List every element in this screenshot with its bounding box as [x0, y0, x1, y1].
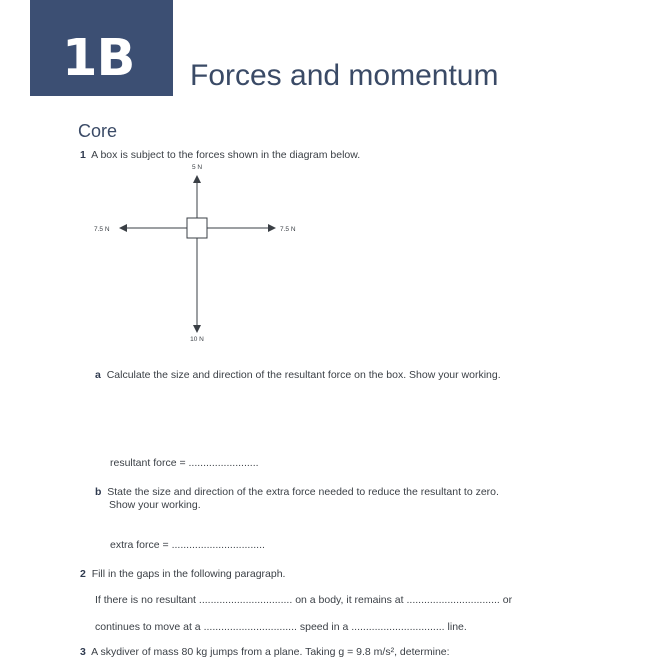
question-2-line1	[95, 593, 512, 607]
gap-blank[interactable]: ................................	[198, 594, 293, 606]
gap-text: speed in a	[299, 621, 349, 633]
question-text: Fill in the gaps in the following paragraph.	[91, 568, 286, 580]
gap-text: line.	[447, 621, 467, 633]
question-text: A skydiver of mass 80 kg jumps from a plane. Taking g = 9.8 m/s², determine:	[91, 646, 450, 658]
answer-line-1a	[110, 456, 259, 470]
question-number: 2	[80, 568, 86, 580]
question-3	[80, 645, 450, 659]
force-label-up: 5 N	[191, 164, 203, 171]
force-label-down: 10 N	[190, 336, 204, 343]
question-text: A box is subject to the forces shown in the diagram below.	[91, 149, 361, 161]
gap-text: If there is no resultant	[95, 594, 196, 606]
gap-text: continues to move at a	[95, 621, 201, 633]
question-1b-line2: Show your working.	[109, 499, 201, 511]
gap-text: on a body, it remains at	[295, 594, 404, 606]
gap-text: or	[502, 594, 513, 606]
gap-blank[interactable]: ................................	[351, 621, 445, 633]
chapter-number: 1B	[62, 29, 135, 88]
box	[187, 218, 207, 238]
chapter-title: Forces and momentum	[190, 59, 499, 92]
question-2-line2	[95, 620, 467, 634]
question-number: 3	[80, 646, 86, 658]
section-heading: Core	[78, 121, 118, 141]
gap-blank[interactable]: ................................	[406, 594, 500, 606]
answer-label: resultant force =	[110, 457, 186, 469]
force-label-right: 7.5 N	[280, 226, 296, 233]
question-number: 1	[80, 149, 86, 161]
answer-line-1b	[110, 538, 265, 552]
question-1a	[95, 368, 501, 382]
answer-label: extra force =	[110, 539, 169, 551]
force-diagram	[80, 160, 320, 345]
part-label: b	[95, 486, 102, 498]
part-text: State the size and direction of the extra force needed to reduce the resultant to zero.	[107, 486, 499, 498]
part-label: a	[95, 369, 101, 381]
gap-blank[interactable]: ................................	[203, 621, 297, 633]
answer-blank[interactable]: ................................	[171, 539, 265, 551]
question-2	[80, 567, 285, 581]
force-label-left: 7.5 N	[94, 226, 110, 233]
part-text: Calculate the size and direction of the resultant force on the box. Show your working.	[106, 369, 501, 381]
answer-blank[interactable]: ........................	[188, 457, 259, 469]
